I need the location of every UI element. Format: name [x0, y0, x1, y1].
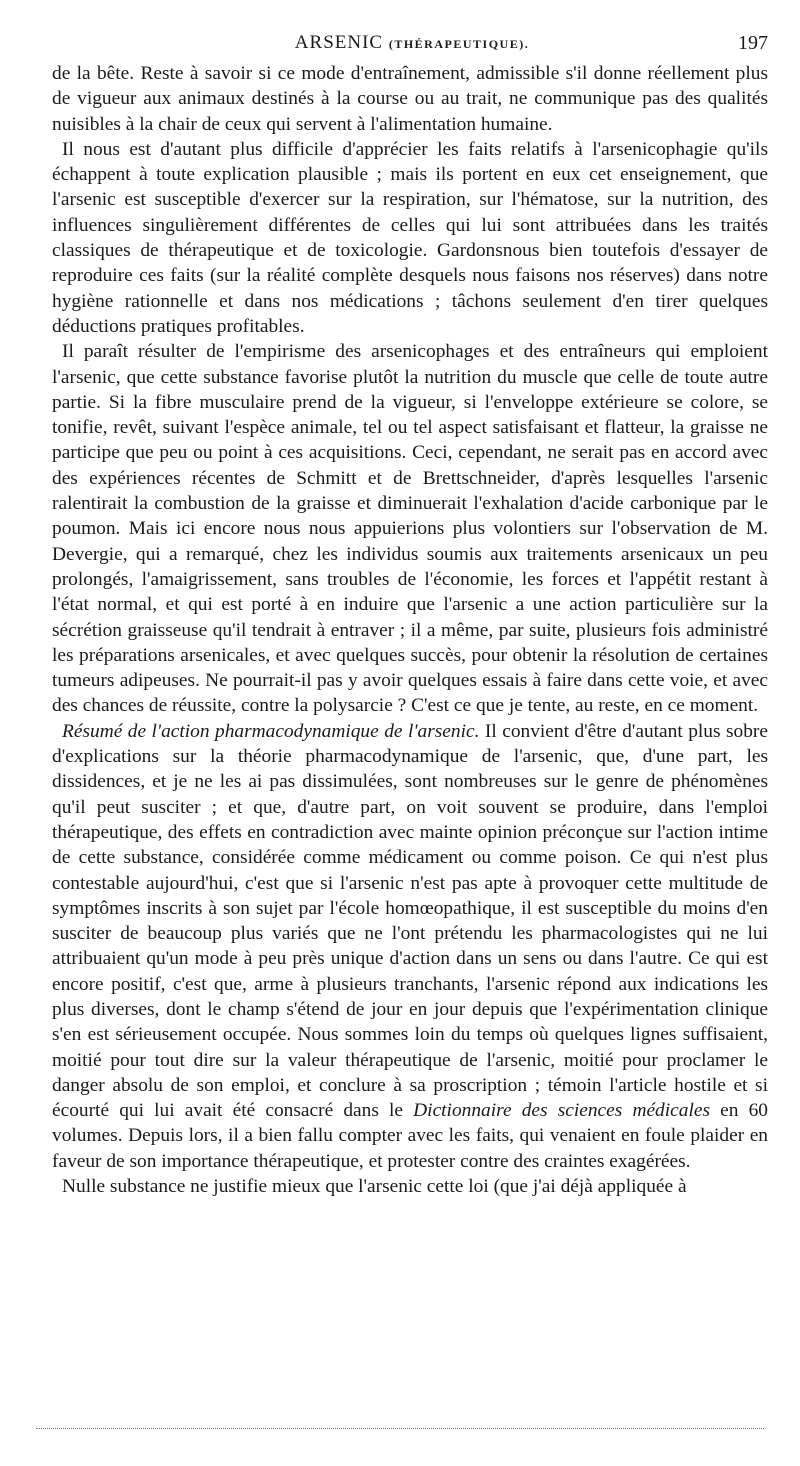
paragraph-resume-text-end: en 60 volumes. Depuis lors, il a bien fallu compter avec les faits, qui venaient en foule plaider en faveur de son importance thérapeutique, et protester contre des craintes exagérées. [52, 1100, 768, 1172]
paragraph-final: Nulle substance ne justifie mieux que l'arsenic cette loi (que j'ai déjà appliquée à [62, 1176, 687, 1198]
page-bottom-rule [36, 1428, 764, 1429]
paragraph-resume-text: Il convient d'être d'autant plus sobre d'explications sur la théorie pharmacodynamique de l'arsenic, que, d'une part, les dissidences, et je ne les ai pas dissimulées, sont nombreuses sur le genre de phénomènes qu'il peut susciter ; et que, d'autre part, on voit souvent se produire, dans l'emploi thérapeutique, des effets en contradiction avec mainte opinion préconçue sur l'action intime de cette substance, considérée comme médicament ou comme poison. Ce qui n'est plus contestable aujourd'hui, c'est que si l'arsenic n'est pas apte à provoquer cette multitude de symptômes inscrits à son sujet par l'école homœopathique, il est susceptible du moins d'en susciter de beaucoup plus variés que ne l'ont prétendu les pharmacologistes qui ne lui attribuaient qu'un mode à peu près unique d'action dans un sens ou dans l'autre. Ce qui est encore positif, c'est que, arme à plusieurs tranchants, l'arsenic répond aux indications les plus diverses, dont le champ s'étend de jour en jour depuis que l'expérimentation clinique s'en est sérieusement occupée. Nous sommes loin du temps où quelques lignes suffisaient, moitié pour tout dire sur la valeur thérapeutique de l'arsenic, moitié pour proclamer le danger absolu de son emploi, et conclure à sa proscription ; témoin l'article hostile et si écourté qui lui avait été consacré dans le [52, 720, 768, 1122]
running-title [56, 30, 768, 57]
page-number: 197 [738, 32, 768, 54]
paragraph-continuation: de la bête. Reste à savoir si ce mode d'entraînement, admissible s'il donne réellement plus de vigueur aux animaux destinés à la course ou au trait, ne communique pas des qualités nuisibles à la chair de ceux qui servent à l'alimentation humaine. [52, 63, 768, 135]
running-title-subtitle: (THÉRAPEUTIQUE). [388, 37, 530, 51]
body-text [52, 61, 768, 1199]
section-heading: Résumé de l'action pharmacodynamique de l'arsenic. [62, 720, 480, 742]
paragraph-resume [52, 719, 768, 1174]
running-title-main: ARSENIC [294, 32, 384, 53]
running-head [56, 30, 768, 56]
paragraph-empirisme: Il paraît résulter de l'empirisme des arsenicophages et des entraîneurs qui emploient l'arsenic, que cette substance favorise plutôt la nutrition du muscle que celle de toute autre partie. Si la fibre musculaire prend de la vigueur, si l'enveloppe extérieure se colore, se tonifie, revêt, suivant l'espèce animale, tel ou tel aspect satisfaisant et flatteur, la graisse ne participe que peu ou point à ces acquisitions. Ceci, cependant, ne serait pas en accord avec des expériences récentes de Schmitt et de Brettschneider, d'après lesquelles l'arsenic ralentirait la combustion de la graisse et diminuerait l'exhalation d'acide carbonique par le poumon. Mais ici encore nous nous appuierions plus volontiers sur l'observation de M. Devergie, qui a remarqué, chez les individus soumis aux traitements arsenicaux un peu prolongés, l'amaigrissement, sans troubles de l'économie, les forces et l'appétit restant à l'état normal, et qui est porté à en induire que l'arsenic a une action particulière sur la sécrétion graisseuse qu'il tendrait à entraver ; il a même, par suite, plusieurs fois administré les préparations arsenicales, et avec quelques succès, pour obtenir la résolution de certaines tumeurs adipeuses. Ne pourrait-il pas y avoir quelques essais à faire dans cette voie, et avec des chances de réussite, contre la polysarcie ? C'est ce que je tente, au reste, en ce moment. [52, 341, 768, 717]
cited-work-title: Dictionnaire des sciences médicales [413, 1100, 710, 1122]
paragraph-arsenicophagie: Il nous est d'autant plus difficile d'apprécier les faits relatifs à l'arsenicophagie qu'ils échappent à toute explication plausible ; mais ils portent en eux cet enseignement, que l'arsenic est susceptible d'exercer sur la respiration, sur l'hématose, sur la nutrition, des influences singulièrement différentes de celles qui lui sont attribuées dans les traités classiques de thérapeutique et de toxicologie. Gardonsnous bien toutefois d'essayer de reproduire ces faits (sur la réalité complète desquels nous faisons nos réserves) dans notre hygiène rationnelle et dans nos médications ; tâchons seulement d'en tirer quelques déductions pratiques profitables. [52, 138, 768, 337]
